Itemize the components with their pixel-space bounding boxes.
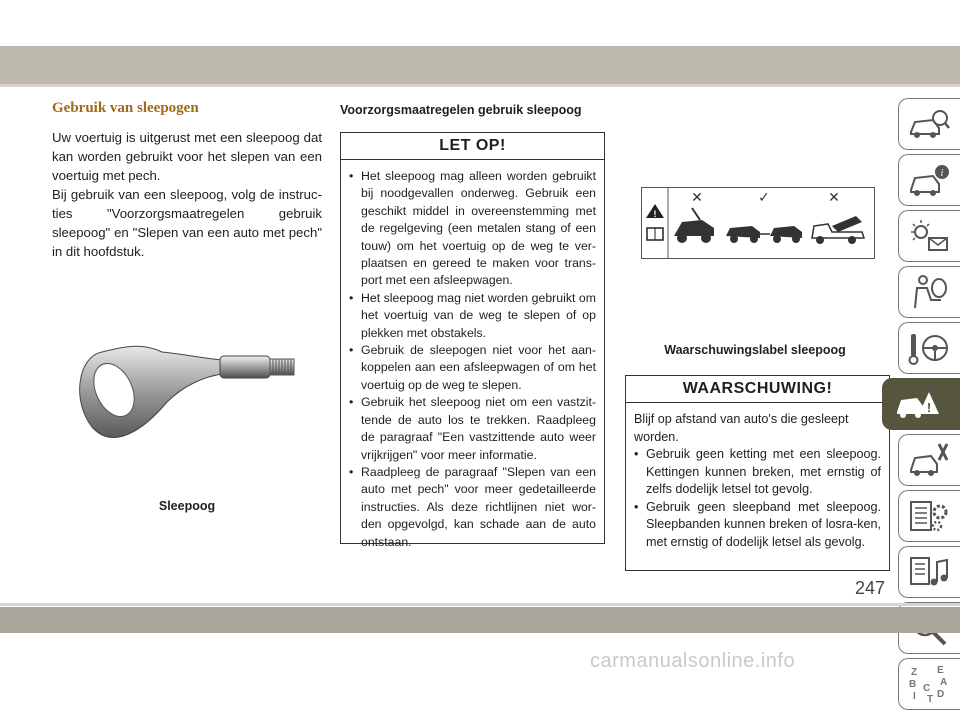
alphabetical-index-icon: [907, 664, 951, 704]
top-decorative-band: [0, 46, 960, 84]
warning-title: WAARSCHUWING!: [626, 376, 889, 403]
warning-text: [626, 403, 889, 551]
car-emergency-warning-icon: [895, 384, 939, 424]
precautions-heading: Voorzorgsmaatregelen gebruik sleepoog: [340, 103, 582, 117]
intro-paragraph: Uw voertuig is uitgerust met een sleepoog dat kan worden gebruikt voor het slepen van een voertuig met pech.: [52, 130, 322, 183]
tab-servicing-maintenance[interactable]: [898, 434, 960, 486]
tab-technical-specifications[interactable]: [898, 490, 960, 542]
tab-car-info[interactable]: [898, 154, 960, 206]
label-allowed-symbol: ✓: [758, 190, 770, 206]
watermark: carmanualsonline.info: [590, 650, 796, 672]
tab-safety[interactable]: [898, 266, 960, 318]
specifications-gears-icon: [907, 496, 951, 536]
warning-list: [634, 446, 881, 551]
airbag-seat-icon: [907, 272, 951, 312]
warning-lights-message-icon: [907, 216, 951, 256]
svg-text:i: i: [940, 168, 944, 179]
caution-list: [341, 160, 604, 551]
warning-item: • Gebruik geen ketting met een sleepoog. Kettingen kunnen breken, met ernstig of zelfs dodelijk letsel tot gevolg.: [634, 446, 881, 499]
warning-box: [625, 375, 890, 571]
index-letter: I: [913, 691, 916, 702]
warning-item: • Gebruik geen sleepband met sleepoog. Sleepbanden kunnen breken of losra-ken, met ernstig of dodelijk letsel als gevolg.: [634, 499, 881, 552]
warning-label-caption: Waarschuwingslabel sleepoog: [664, 343, 846, 357]
multimedia-music-icon: [907, 552, 951, 592]
top-band-divider: [0, 84, 960, 87]
tow-eye-warning-label: [641, 187, 875, 259]
caution-item: • Het sleepoog mag niet worden gebruikt om het voertuig van de weg te slepen of op plekken met obstakels.: [349, 290, 596, 342]
svg-text:!: !: [653, 209, 657, 219]
page-number: 247: [855, 578, 886, 598]
tab-car-inspection[interactable]: [898, 98, 960, 150]
warning-intro: Blijf op afstand van auto's die gesleept worden.: [634, 412, 849, 444]
svg-text:!: !: [926, 400, 932, 415]
car-info-icon: [907, 160, 951, 200]
key-steering-wheel-icon: [907, 328, 951, 368]
caution-item: • Gebruik het sleepoog niet om een vastzit-tende de auto los te trekken. Raadpleeg de paragraaf "Een vastzittende auto weer vrijkrijgen" voor meer informatie.: [349, 394, 596, 464]
tow-eye-image: [72, 332, 302, 452]
tab-warning-lights[interactable]: [898, 210, 960, 262]
tow-eye-figure: [72, 332, 302, 452]
section-heading: Gebruik van sleepogen: [52, 100, 199, 116]
warning-label-illustration: [642, 188, 874, 258]
car-maintenance-tools-icon: [907, 440, 951, 480]
tab-starting-operating[interactable]: [898, 322, 960, 374]
tow-eye-caption: Sleepoog: [158, 499, 216, 513]
index-letter: T: [927, 694, 934, 704]
label-forbidden-symbol: ✕: [691, 190, 703, 206]
index-letter: C: [923, 683, 931, 694]
tab-multimedia[interactable]: [898, 546, 960, 598]
caution-title: LET OP!: [341, 133, 604, 160]
caution-box: [340, 132, 605, 549]
tab-in-case-of-emergency[interactable]: [882, 378, 960, 430]
tab-alphabetical-index[interactable]: [898, 658, 960, 710]
caution-item: • Raadpleeg de paragraaf "Slepen van een auto met pech" voor meer gedetailleerde instructies. Als deze richtlijnen niet wor-den opgevolgd, kan schade aan de auto ontstaan.: [349, 464, 596, 551]
caution-item: • Het sleepoog mag alleen worden gebruikt bij noodgevallen onderweg. Gebruik een geschikt middel in overeenstemming met de regelgeving (een metalen stang of een touw) om het voertuig op de weg te ver-plaatsen en gereed te maken voor trans-port met een afsleepwagen.: [349, 168, 596, 290]
index-letter: Z: [911, 667, 918, 678]
index-letter: A: [940, 677, 948, 688]
bottom-decorative-band: [0, 607, 960, 633]
caution-item: • Gebruik de sleepogen niet voor het aan-koppelen aan een afsleepwagen of om het voertuig op de weg te slepen.: [349, 342, 596, 394]
instruction-paragraph: Bij gebruik van een sleepoog, volg de instruc-ties "Voorzorgsmaatregelen gebruik sleepoog" en "Slepen van een auto met pech" in dit hoofdstuk.: [52, 187, 322, 259]
car-magnifier-icon: [907, 104, 951, 144]
bottom-band-divider: [0, 603, 960, 606]
index-letter: E: [937, 665, 944, 676]
index-letter: B: [909, 679, 917, 690]
index-letter: D: [937, 689, 945, 700]
label-forbidden-symbol: ✕: [828, 190, 840, 206]
